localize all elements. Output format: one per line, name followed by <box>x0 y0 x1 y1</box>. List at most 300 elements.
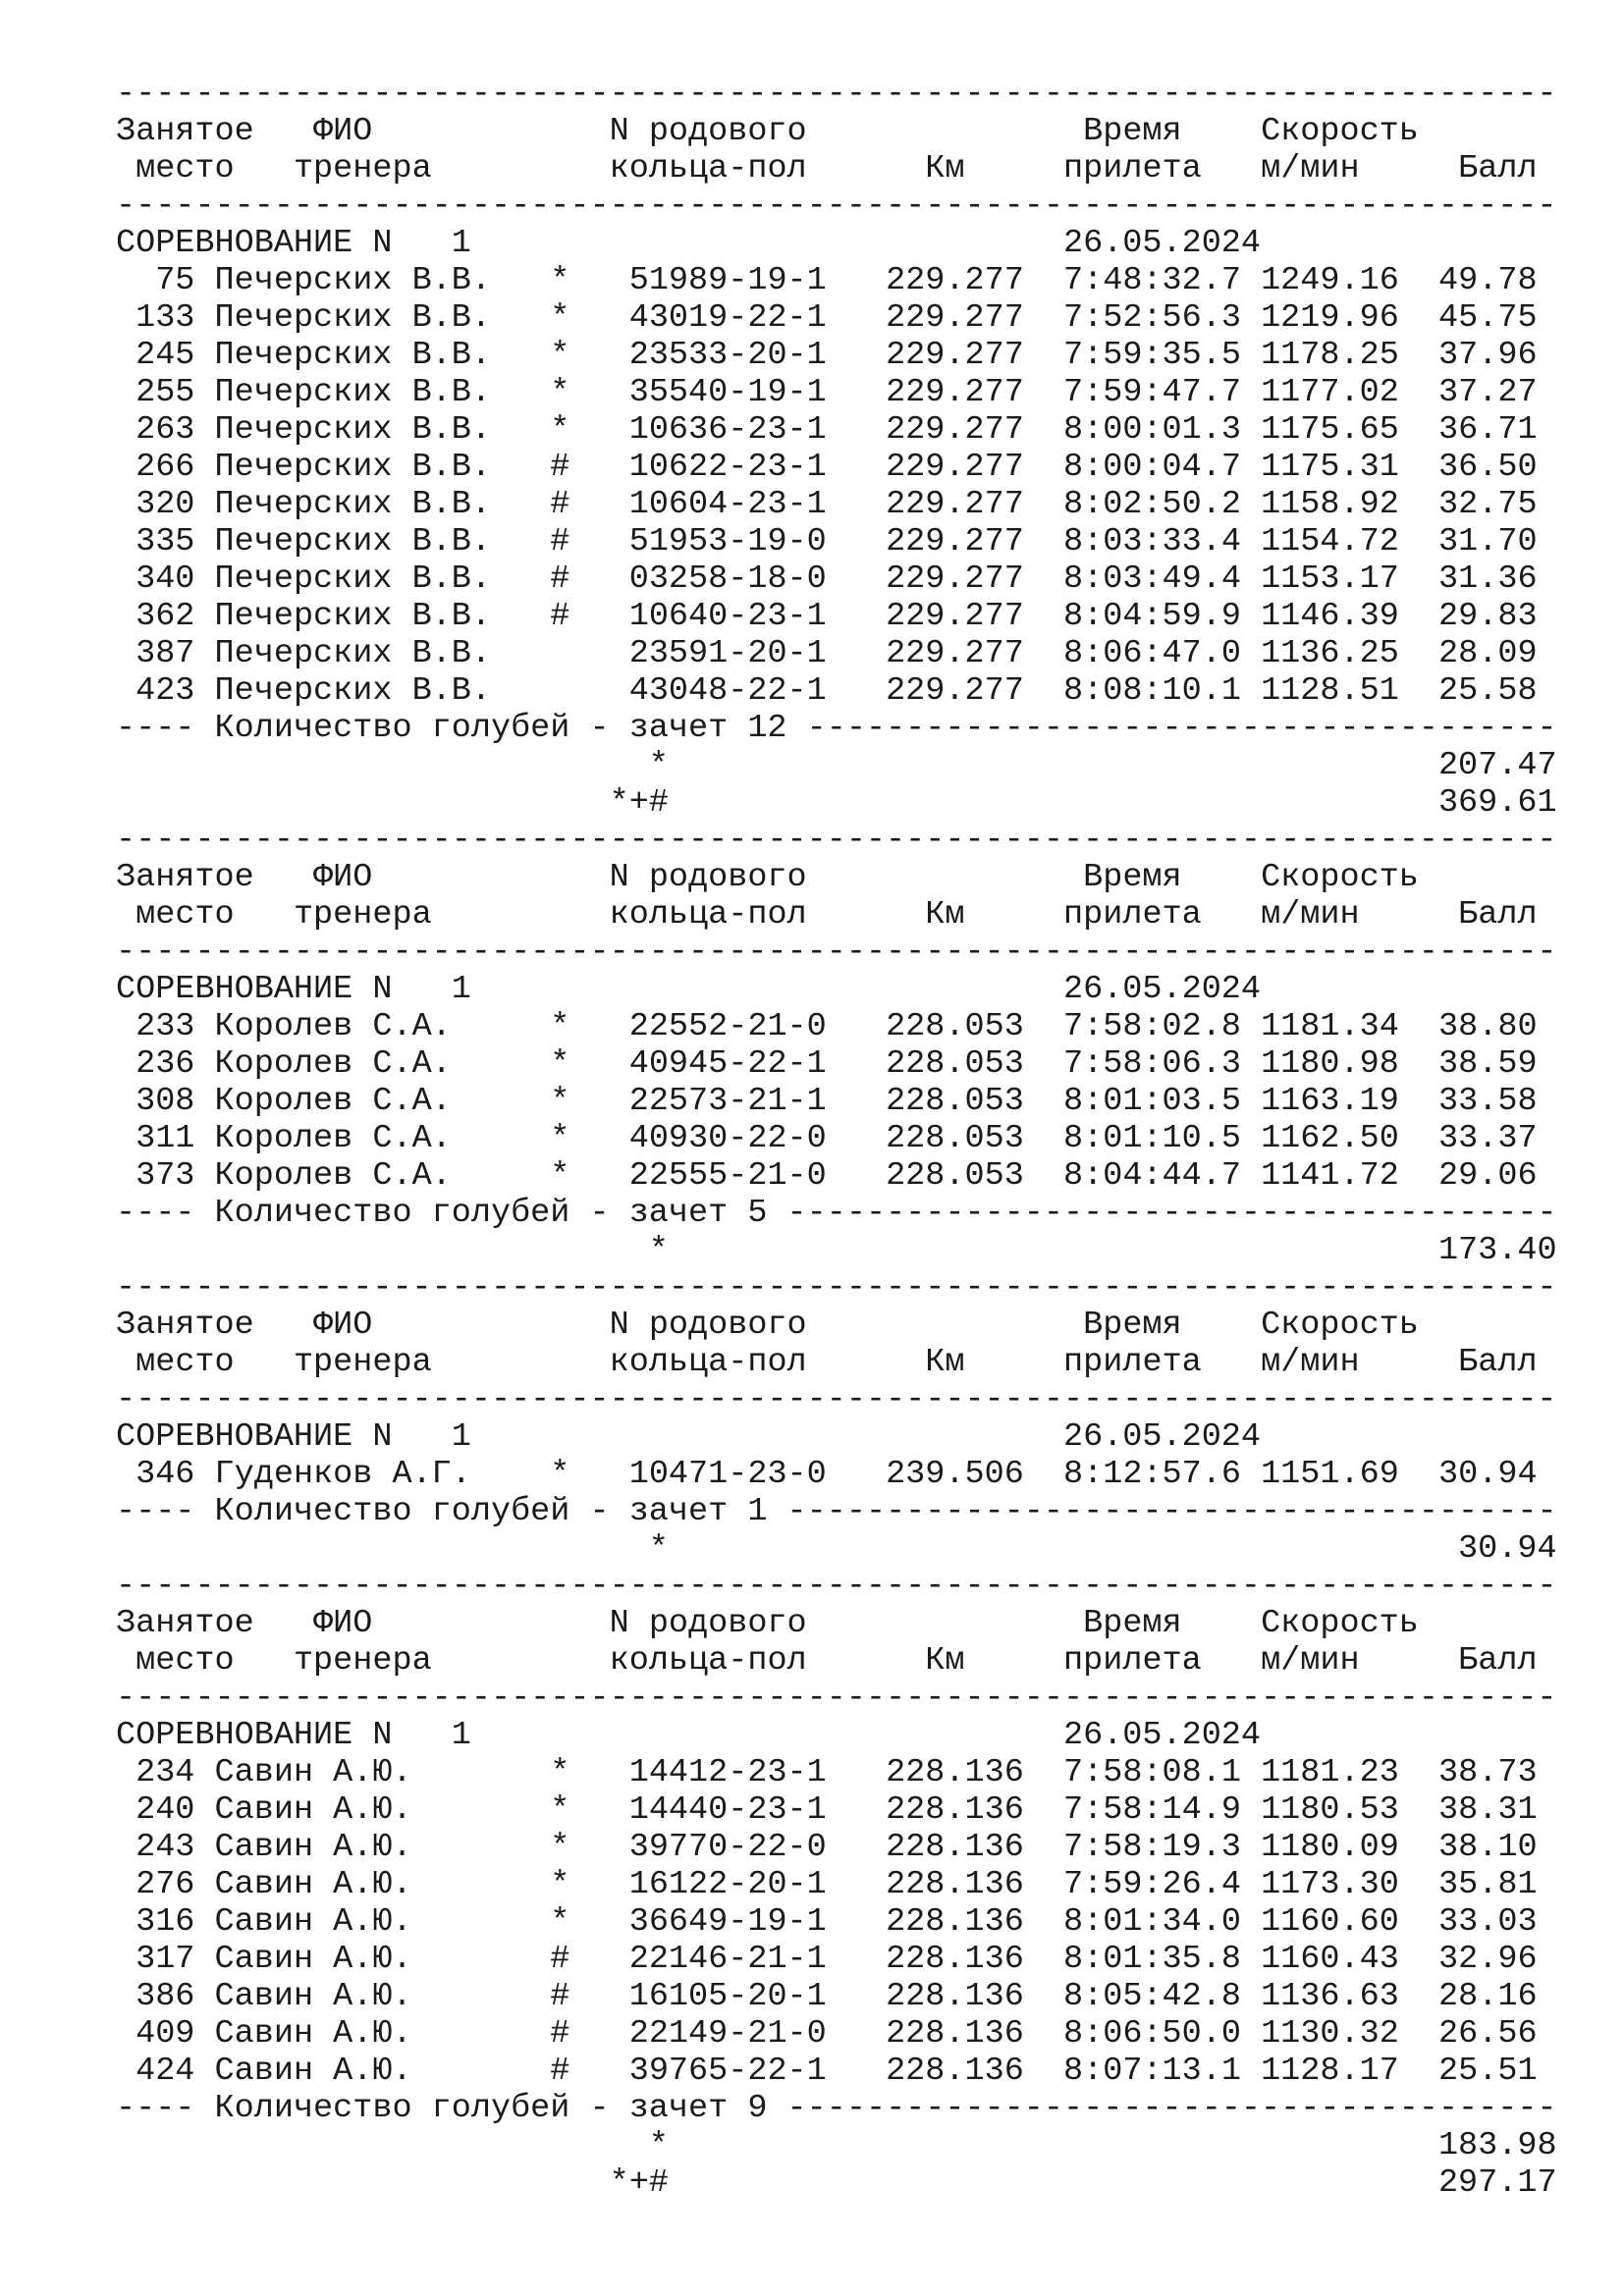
mark: # <box>550 561 570 598</box>
distance-km: 239.506 <box>886 1456 1024 1493</box>
arrival-time: 7:58:14.9 <box>1063 1791 1241 1829</box>
distance-km: 229.277 <box>886 598 1024 635</box>
mark: * <box>550 1829 570 1866</box>
header-speed: Скорость <box>1261 1307 1419 1344</box>
summary-label: Количество голубей - зачет <box>214 710 729 747</box>
summary-count: 9 <box>747 2090 768 2127</box>
speed: 1178.25 <box>1261 337 1399 374</box>
mark: # <box>550 2015 570 2053</box>
score: 25.51 <box>1438 2053 1538 2090</box>
summary-label: Количество голубей - зачет <box>214 2090 729 2127</box>
trainer-name: Печерских В.В. <box>214 672 531 710</box>
mark: * <box>550 1866 570 1903</box>
table-header-row-2 <box>116 1344 1543 1381</box>
arrival-time: 8:12:57.6 <box>1063 1456 1241 1493</box>
distance-km: 228.053 <box>886 1045 1024 1083</box>
header-name-2: тренера <box>293 1344 432 1381</box>
score: 32.96 <box>1438 1941 1538 1978</box>
arrival-time: 7:48:32.7 <box>1063 262 1241 299</box>
speed: 1162.50 <box>1261 1120 1399 1157</box>
total-value: 173.40 <box>1437 1232 1557 1269</box>
trainer-name: Савин А.Ю. <box>214 1941 531 1978</box>
distance-km: 228.053 <box>886 1083 1024 1120</box>
score: 32.75 <box>1438 486 1538 523</box>
score: 28.16 <box>1438 1978 1538 2015</box>
arrival-time: 8:04:44.7 <box>1063 1157 1241 1195</box>
ring-number: 23591-20-1 <box>628 635 827 672</box>
mark: * <box>550 1456 570 1493</box>
total-line <box>116 747 1557 784</box>
header-name-2: тренера <box>293 896 432 934</box>
trainer-name: Печерских В.В. <box>214 411 531 449</box>
header-time: Время <box>1083 1605 1182 1642</box>
distance-km: 229.277 <box>886 299 1024 337</box>
distance-km: 228.053 <box>886 1008 1024 1045</box>
competition-label: СОРЕВНОВАНИЕ N <box>116 1717 393 1754</box>
competition-date: 26.05.2024 <box>1062 1418 1262 1456</box>
divider: ------------------------------------------------------------------------- <box>116 934 1557 971</box>
ring-number: 10604-23-1 <box>628 486 827 523</box>
ring-number: 51989-19-1 <box>628 262 827 299</box>
speed: 1181.34 <box>1261 1008 1399 1045</box>
speed: 1160.43 <box>1261 1941 1399 1978</box>
place: 133 <box>116 299 195 337</box>
score: 36.50 <box>1438 449 1538 486</box>
ring-number: 51953-19-0 <box>628 523 827 561</box>
mark: * <box>550 1120 570 1157</box>
header-speed-unit: м/мин <box>1261 1642 1360 1680</box>
trainer-name: Савин А.Ю. <box>214 1829 531 1866</box>
place: 362 <box>116 598 195 635</box>
competition-number: 1 <box>451 1717 471 1754</box>
score: 33.58 <box>1438 1083 1538 1120</box>
place: 317 <box>116 1941 195 1978</box>
table-row <box>116 1045 1543 1083</box>
mark: * <box>550 1903 570 1941</box>
header-km: Км <box>925 896 965 934</box>
table-row <box>116 374 1543 411</box>
score: 31.36 <box>1438 561 1538 598</box>
table-header-row-2 <box>116 150 1543 187</box>
table-row <box>116 486 1543 523</box>
total-label: * <box>609 1232 669 1269</box>
ring-number: 35540-19-1 <box>628 374 827 411</box>
arrival-time: 7:58:19.3 <box>1063 1829 1241 1866</box>
trainer-name: Печерских В.В. <box>214 486 531 523</box>
competition-label: СОРЕВНОВАНИЕ N <box>116 225 393 262</box>
ring-number: 39765-22-1 <box>628 2053 827 2090</box>
trainer-name: Савин А.Ю. <box>214 1978 531 2015</box>
table-row <box>116 1120 1543 1157</box>
arrival-time: 7:59:26.4 <box>1063 1866 1241 1903</box>
distance-km: 228.136 <box>886 2053 1024 2090</box>
speed: 1177.02 <box>1261 374 1399 411</box>
mark: # <box>550 1978 570 2015</box>
table-row <box>116 1791 1543 1829</box>
table-row <box>116 1941 1543 1978</box>
mark: * <box>550 337 570 374</box>
score: 37.96 <box>1438 337 1538 374</box>
score: 36.71 <box>1438 411 1538 449</box>
place: 340 <box>116 561 195 598</box>
competition-date: 26.05.2024 <box>1062 225 1262 262</box>
place: 266 <box>116 449 195 486</box>
table-row <box>116 1456 1543 1493</box>
distance-km: 228.136 <box>886 1866 1024 1903</box>
trainer-name: Савин А.Ю. <box>214 1903 531 1941</box>
arrival-time: 8:04:59.9 <box>1063 598 1241 635</box>
header-ring-2: кольца-пол <box>609 896 807 934</box>
place: 320 <box>116 486 195 523</box>
mark: * <box>550 1045 570 1083</box>
trainer-name: Гуденков А.Г. <box>214 1456 531 1493</box>
trainer-name: Печерских В.В. <box>214 374 531 411</box>
score: 49.78 <box>1438 262 1538 299</box>
table-row <box>116 299 1543 337</box>
table-row <box>116 411 1543 449</box>
distance-km: 228.136 <box>886 1829 1024 1866</box>
ring-number: 40945-22-1 <box>628 1045 827 1083</box>
table-header-row-1 <box>116 1605 1543 1642</box>
table-header-row-1 <box>116 113 1543 150</box>
header-arrival: прилета <box>1063 896 1202 934</box>
competition-label: СОРЕВНОВАНИЕ N <box>116 1418 393 1456</box>
header-km: Км <box>925 150 965 187</box>
ring-number: 16105-20-1 <box>628 1978 827 2015</box>
total-line <box>116 1232 1557 1269</box>
header-name: ФИО <box>313 859 373 896</box>
header-time: Время <box>1083 859 1182 896</box>
header-speed-unit: м/мин <box>1261 1344 1360 1381</box>
speed: 1151.69 <box>1261 1456 1399 1493</box>
distance-km: 228.136 <box>886 2015 1024 2053</box>
table-row <box>116 2015 1543 2053</box>
place: 255 <box>116 374 195 411</box>
header-score: Балл <box>1458 150 1538 187</box>
arrival-time: 8:05:42.8 <box>1063 1978 1241 2015</box>
summary-label: Количество голубей - зачет <box>214 1493 729 1530</box>
place: 233 <box>116 1008 195 1045</box>
mark: * <box>550 374 570 411</box>
speed: 1180.09 <box>1261 1829 1399 1866</box>
total-line <box>116 2164 1557 2202</box>
competition-date: 26.05.2024 <box>1062 1717 1262 1754</box>
table-row <box>116 1157 1543 1195</box>
table-row <box>116 449 1543 486</box>
ring-number: 14412-23-1 <box>628 1754 827 1791</box>
speed: 1136.25 <box>1261 635 1399 672</box>
arrival-time: 8:06:50.0 <box>1063 2015 1241 2053</box>
arrival-time: 8:03:33.4 <box>1063 523 1241 561</box>
distance-km: 228.136 <box>886 1791 1024 1829</box>
header-arrival: прилета <box>1063 1344 1202 1381</box>
mark: * <box>550 1083 570 1120</box>
header-ring: N родового <box>609 1605 807 1642</box>
score: 38.31 <box>1438 1791 1538 1829</box>
header-place: Занятое <box>116 113 254 150</box>
place: 234 <box>116 1754 195 1791</box>
arrival-time: 8:00:01.3 <box>1063 411 1241 449</box>
speed: 1163.19 <box>1261 1083 1399 1120</box>
score: 29.06 <box>1438 1157 1538 1195</box>
summary-line: ---- Количество голубей - зачет 9 --------------------------------------- <box>116 2090 1557 2127</box>
header-speed: Скорость <box>1261 859 1419 896</box>
trainer-name: Савин А.Ю. <box>214 1791 531 1829</box>
summary-count: 1 <box>747 1493 768 1530</box>
ring-number: 43019-22-1 <box>628 299 827 337</box>
summary-line: ---- Количество голубей - зачет 12 -------------------------------------- <box>116 710 1557 747</box>
total-value: 207.47 <box>1437 747 1557 784</box>
mark: * <box>550 1157 570 1195</box>
arrival-time: 8:01:34.0 <box>1063 1903 1241 1941</box>
header-speed: Скорость <box>1261 113 1419 150</box>
distance-km: 229.277 <box>886 672 1024 710</box>
speed: 1128.17 <box>1261 2053 1399 2090</box>
mark: * <box>550 299 570 337</box>
speed: 1158.92 <box>1261 486 1399 523</box>
score: 30.94 <box>1438 1456 1538 1493</box>
place: 387 <box>116 635 195 672</box>
place: 245 <box>116 337 195 374</box>
table-row <box>116 672 1543 710</box>
arrival-time: 8:06:47.0 <box>1063 635 1241 672</box>
total-line <box>116 784 1557 822</box>
trainer-name: Савин А.Ю. <box>214 1754 531 1791</box>
arrival-time: 8:01:10.5 <box>1063 1120 1241 1157</box>
place: 424 <box>116 2053 195 2090</box>
divider: ------------------------------------------------------------------------- <box>116 1680 1557 1717</box>
speed: 1219.96 <box>1261 299 1399 337</box>
table-row <box>116 1978 1543 2015</box>
place: 316 <box>116 1903 195 1941</box>
ring-number: 22552-21-0 <box>628 1008 827 1045</box>
arrival-time: 7:58:08.1 <box>1063 1754 1241 1791</box>
header-ring: N родового <box>609 113 807 150</box>
ring-number: 14440-23-1 <box>628 1791 827 1829</box>
header-place: Занятое <box>116 1307 254 1344</box>
speed: 1175.31 <box>1261 449 1399 486</box>
distance-km: 228.053 <box>886 1157 1024 1195</box>
ring-number: 40930-22-0 <box>628 1120 827 1157</box>
place: 386 <box>116 1978 195 2015</box>
table-row <box>116 598 1543 635</box>
distance-km: 229.277 <box>886 635 1024 672</box>
place: 311 <box>116 1120 195 1157</box>
table-row <box>116 523 1543 561</box>
total-label: * <box>609 2127 669 2164</box>
speed: 1173.30 <box>1261 1866 1399 1903</box>
score: 31.70 <box>1438 523 1538 561</box>
competition-line <box>116 971 1543 1008</box>
header-place-2: место <box>135 1642 235 1680</box>
header-km: Км <box>925 1344 965 1381</box>
summary-line: ---- Количество голубей - зачет 5 --------------------------------------- <box>116 1195 1557 1232</box>
arrival-time: 7:59:35.5 <box>1063 337 1241 374</box>
distance-km: 229.277 <box>886 374 1024 411</box>
table-header-row-2 <box>116 896 1543 934</box>
competition-number: 1 <box>451 225 471 262</box>
place: 423 <box>116 672 195 710</box>
mark <box>550 672 569 710</box>
score: 38.80 <box>1438 1008 1538 1045</box>
score: 33.03 <box>1438 1903 1538 1941</box>
trainer-name: Печерских В.В. <box>214 299 531 337</box>
header-place-2: место <box>135 1344 235 1381</box>
mark: * <box>550 1791 570 1829</box>
mark: * <box>550 411 570 449</box>
table-row <box>116 1829 1543 1866</box>
speed: 1141.72 <box>1261 1157 1399 1195</box>
score: 29.83 <box>1438 598 1538 635</box>
competition-date: 26.05.2024 <box>1062 971 1262 1008</box>
divider: ------------------------------------------------------------------------- <box>116 1381 1557 1418</box>
summary-count: 12 <box>747 710 787 747</box>
distance-km: 228.053 <box>886 1120 1024 1157</box>
header-score: Балл <box>1458 1642 1538 1680</box>
score: 38.59 <box>1438 1045 1538 1083</box>
header-place-2: место <box>135 896 235 934</box>
header-score: Балл <box>1458 896 1538 934</box>
trainer-name: Печерских В.В. <box>214 635 531 672</box>
mark: * <box>550 262 570 299</box>
trainer-name: Печерских В.В. <box>214 561 531 598</box>
header-ring-2: кольца-пол <box>609 1642 807 1680</box>
arrival-time: 8:07:13.1 <box>1063 2053 1241 2090</box>
header-km: Км <box>925 1642 965 1680</box>
table-row <box>116 1903 1543 1941</box>
table-row <box>116 1083 1543 1120</box>
speed: 1180.53 <box>1261 1791 1399 1829</box>
mark: # <box>550 449 570 486</box>
mark: * <box>550 1754 570 1791</box>
total-value: 369.61 <box>1437 784 1557 822</box>
total-label: * <box>609 1530 669 1568</box>
total-line <box>116 2127 1557 2164</box>
distance-km: 229.277 <box>886 449 1024 486</box>
summary-label: Количество голубей - зачет <box>214 1195 729 1232</box>
ring-number: 22149-21-0 <box>628 2015 827 2053</box>
place: 373 <box>116 1157 195 1195</box>
ring-number: 10640-23-1 <box>628 598 827 635</box>
ring-number: 10636-23-1 <box>628 411 827 449</box>
table-row <box>116 2053 1543 2090</box>
header-speed-unit: м/мин <box>1261 150 1360 187</box>
mark: # <box>550 1941 570 1978</box>
summary-line: ---- Количество голубей - зачет 1 --------------------------------------- <box>116 1493 1557 1530</box>
mark: # <box>550 2053 570 2090</box>
distance-km: 229.277 <box>886 262 1024 299</box>
trainer-name: Королев С.А. <box>214 1083 531 1120</box>
place: 346 <box>116 1456 195 1493</box>
mark: # <box>550 486 570 523</box>
table-row <box>116 1008 1543 1045</box>
ring-number: 22555-21-0 <box>628 1157 827 1195</box>
trainer-name: Королев С.А. <box>214 1157 531 1195</box>
mark <box>550 635 569 672</box>
header-name: ФИО <box>313 113 373 150</box>
table-row <box>116 561 1543 598</box>
ring-number: 22146-21-1 <box>628 1941 827 1978</box>
score: 45.75 <box>1438 299 1538 337</box>
arrival-time: 8:01:35.8 <box>1063 1941 1241 1978</box>
divider: ------------------------------------------------------------------------- <box>116 1568 1557 1605</box>
table-header-row-1 <box>116 859 1543 896</box>
header-name-2: тренера <box>293 150 432 187</box>
competition-number: 1 <box>451 971 471 1008</box>
header-ring: N родового <box>609 859 807 896</box>
header-speed-unit: м/мин <box>1261 896 1360 934</box>
ring-number: 16122-20-1 <box>628 1866 827 1903</box>
competition-line <box>116 1717 1543 1754</box>
distance-km: 228.136 <box>886 1754 1024 1791</box>
header-time: Время <box>1083 1307 1182 1344</box>
ring-number: 36649-19-1 <box>628 1903 827 1941</box>
divider: ------------------------------------------------------------------------- <box>116 187 1557 225</box>
score: 33.37 <box>1438 1120 1538 1157</box>
header-speed: Скорость <box>1261 1605 1419 1642</box>
total-label: * <box>609 747 669 784</box>
place: 335 <box>116 523 195 561</box>
place: 276 <box>116 1866 195 1903</box>
header-score: Балл <box>1458 1344 1538 1381</box>
speed: 1153.17 <box>1261 561 1399 598</box>
distance-km: 229.277 <box>886 486 1024 523</box>
competition-label: СОРЕВНОВАНИЕ N <box>116 971 393 1008</box>
place: 240 <box>116 1791 195 1829</box>
mark: # <box>550 523 570 561</box>
score: 28.09 <box>1438 635 1538 672</box>
trainer-name: Королев С.А. <box>214 1045 531 1083</box>
ring-number: 39770-22-0 <box>628 1829 827 1866</box>
divider: ------------------------------------------------------------------------- <box>116 822 1557 859</box>
table-row <box>116 1754 1543 1791</box>
competition-line <box>116 1418 1543 1456</box>
divider: ------------------------------------------------------------------------- <box>116 76 1557 113</box>
distance-km: 229.277 <box>886 411 1024 449</box>
place: 263 <box>116 411 195 449</box>
speed: 1136.63 <box>1261 1978 1399 2015</box>
trainer-name: Савин А.Ю. <box>214 2015 531 2053</box>
ring-number: 10471-23-0 <box>628 1456 827 1493</box>
speed: 1160.60 <box>1261 1903 1399 1941</box>
score: 38.73 <box>1438 1754 1538 1791</box>
trainer-name: Печерских В.В. <box>214 262 531 299</box>
table-header-row-1 <box>116 1307 1543 1344</box>
speed: 1130.32 <box>1261 2015 1399 2053</box>
header-name-2: тренера <box>293 1642 432 1680</box>
results-report <box>116 76 1557 2202</box>
total-label: *+# <box>609 784 669 822</box>
table-row <box>116 1866 1543 1903</box>
distance-km: 229.277 <box>886 337 1024 374</box>
ring-number: 22573-21-1 <box>628 1083 827 1120</box>
score: 26.56 <box>1438 2015 1538 2053</box>
mark: * <box>550 1008 570 1045</box>
trainer-name: Печерских В.В. <box>214 337 531 374</box>
arrival-time: 7:58:06.3 <box>1063 1045 1241 1083</box>
distance-km: 229.277 <box>886 523 1024 561</box>
table-row <box>116 262 1543 299</box>
score: 35.81 <box>1438 1866 1538 1903</box>
summary-count: 5 <box>747 1195 768 1232</box>
total-label: *+# <box>609 2164 669 2202</box>
arrival-time: 7:58:02.8 <box>1063 1008 1241 1045</box>
divider: ------------------------------------------------------------------------- <box>116 1269 1557 1307</box>
distance-km: 228.136 <box>886 1978 1024 2015</box>
speed: 1175.65 <box>1261 411 1399 449</box>
arrival-time: 8:03:49.4 <box>1063 561 1241 598</box>
header-ring-2: кольца-пол <box>609 150 807 187</box>
